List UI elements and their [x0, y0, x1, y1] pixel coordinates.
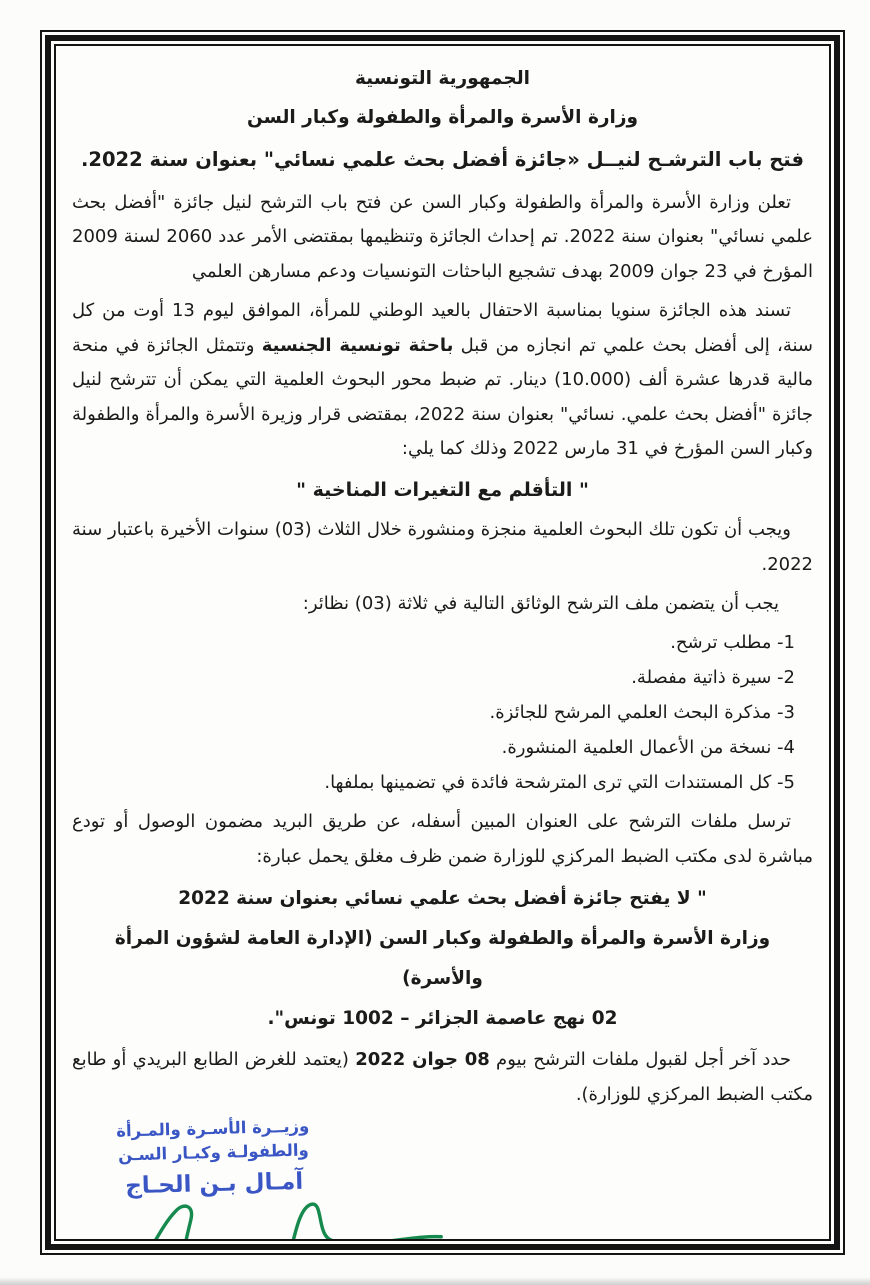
paragraph-deadline	[72, 1043, 813, 1112]
list-item: 5- كل المستندات التي ترى المترشحة فائدة في تضمينها بملفها.	[324, 772, 795, 794]
paragraph-publication-condition: ويجب أن تكون تلك البحوث العلمية منجزة ومنشورة خلال الثلاث (03) سنوات الأخيرة باعتبار سنة 2022.	[72, 519, 813, 575]
award-details-text-2: وتتمثل الجائزة في منحة مالية قدرها عشرة ألف (10.000) دينار. تم ضبط محور البحوث العلمية التي يمكن أن تترشح لنيل جائزة "أفضل بحث علمي. نسائي" بعنوان سنة 2022، بمقتضى قرار وزيرة الأسرة والمرأة والطفولة وكبار السن المؤرخ في 31 مارس 2022 وذلك كما يلي:	[72, 334, 813, 460]
envelope-line-2: وزارة الأسرة والمرأة والطفولة وكبار السن (الإدارة العامة لشؤون المرأة والأسرة)	[114, 928, 771, 989]
document-frame-inner	[54, 44, 831, 1241]
list-item: 4- نسخة من الأعمال العلمية المنشورة.	[501, 737, 795, 759]
document-header	[72, 60, 813, 181]
envelope-line-1: " لا يفتح جائزة أفضل بحث علمي نسائي بعنوان سنة 2022	[178, 888, 707, 910]
scan-edge-shadow	[0, 1277, 870, 1285]
deadline-date-bold: 08 جوان 2022	[355, 1049, 490, 1071]
research-theme: " التأقلم مع التغيرات المناخية "	[296, 479, 589, 501]
stamp-row	[72, 1117, 813, 1200]
award-details-text-1: تسند هذه الجائزة سنويا بمناسبة الاحتفال بالعيد الوطني للمرأة، الموافق ليوم 13 أوت من كل سنة، إلى أفضل بحث علمي تم انجازه من قبل	[72, 300, 813, 356]
document-frame-outer	[40, 30, 845, 1255]
signature-row	[72, 1200, 813, 1241]
paragraph-award-details	[72, 294, 813, 467]
paragraph-submission: ترسل ملفات الترشح على العنوان المبين أسفله، عن طريق البريد مضمون الوصول أو تودع مباشرة لدى مكتب الضبط المركزي للوزارة ضمن ظرف مغلق يحمل عبارة:	[72, 811, 813, 867]
stamp-line-2: والطفولـة وكبـار السـن	[117, 1140, 310, 1165]
republic-title: الجمهورية التونسية	[354, 68, 531, 89]
envelope-label-block	[72, 879, 813, 1038]
document-frame-middle	[45, 35, 840, 1250]
required-documents-list	[72, 625, 813, 800]
list-item: 3- مذكرة البحث العلمي المرشح للجائزة.	[489, 701, 795, 723]
list-item: 2- سيرة ذاتية مفصلة.	[631, 666, 795, 688]
minister-stamp	[116, 1115, 311, 1203]
envelope-line-3: 02 نهج عاصمة الجزائر – 1002 تونس".	[267, 1007, 618, 1029]
stamp-line-1: وزيــرة الأسـرة والمـرأة	[115, 1116, 310, 1141]
deadline-text-2: (يعتمد للغرض الطابع البريدي أو طابع مكتب الضبط المركزي للوزارة).	[72, 1049, 813, 1105]
paragraph-announcement: تعلن وزارة الأسرة والمرأة والطفولة وكبار السن عن فتح باب الترشح لنيل جائزة "أفضل بحث علمي نسائي" بعنوان سنة 2022. تم إحداث الجائزة وتنظيمها بمقتضى الأمر عدد 2060 لسنة 2009 المؤرخ في 23 جوان 2009 بهدف تشجيع الباحثات التونسيات ودعم مسارهن العلمي	[72, 191, 813, 282]
documents-intro: يجب أن يتضمن ملف الترشح الوثائق التالية في ثلاثة (03) نظائر:	[302, 593, 779, 615]
stamp-minister-name: آمـال بـن الحـاج	[124, 1168, 304, 1200]
signature-stroke	[132, 1205, 441, 1241]
nationality-requirement-bold: باحثة تونسية الجنسية	[261, 334, 454, 356]
list-item: 1- مطلب ترشح.	[670, 631, 795, 653]
deadline-text-1: حدد آخر أجل لقبول ملفات الترشح بيوم	[489, 1049, 792, 1071]
announcement-title: فتح باب الترشـح لنيــل «جائزة أفضل بحث علمي نسائي" بعنوان سنة 2022.	[81, 147, 804, 171]
ministry-name: وزارة الأسرة والمرأة والطفولة وكبار السن	[246, 106, 639, 128]
